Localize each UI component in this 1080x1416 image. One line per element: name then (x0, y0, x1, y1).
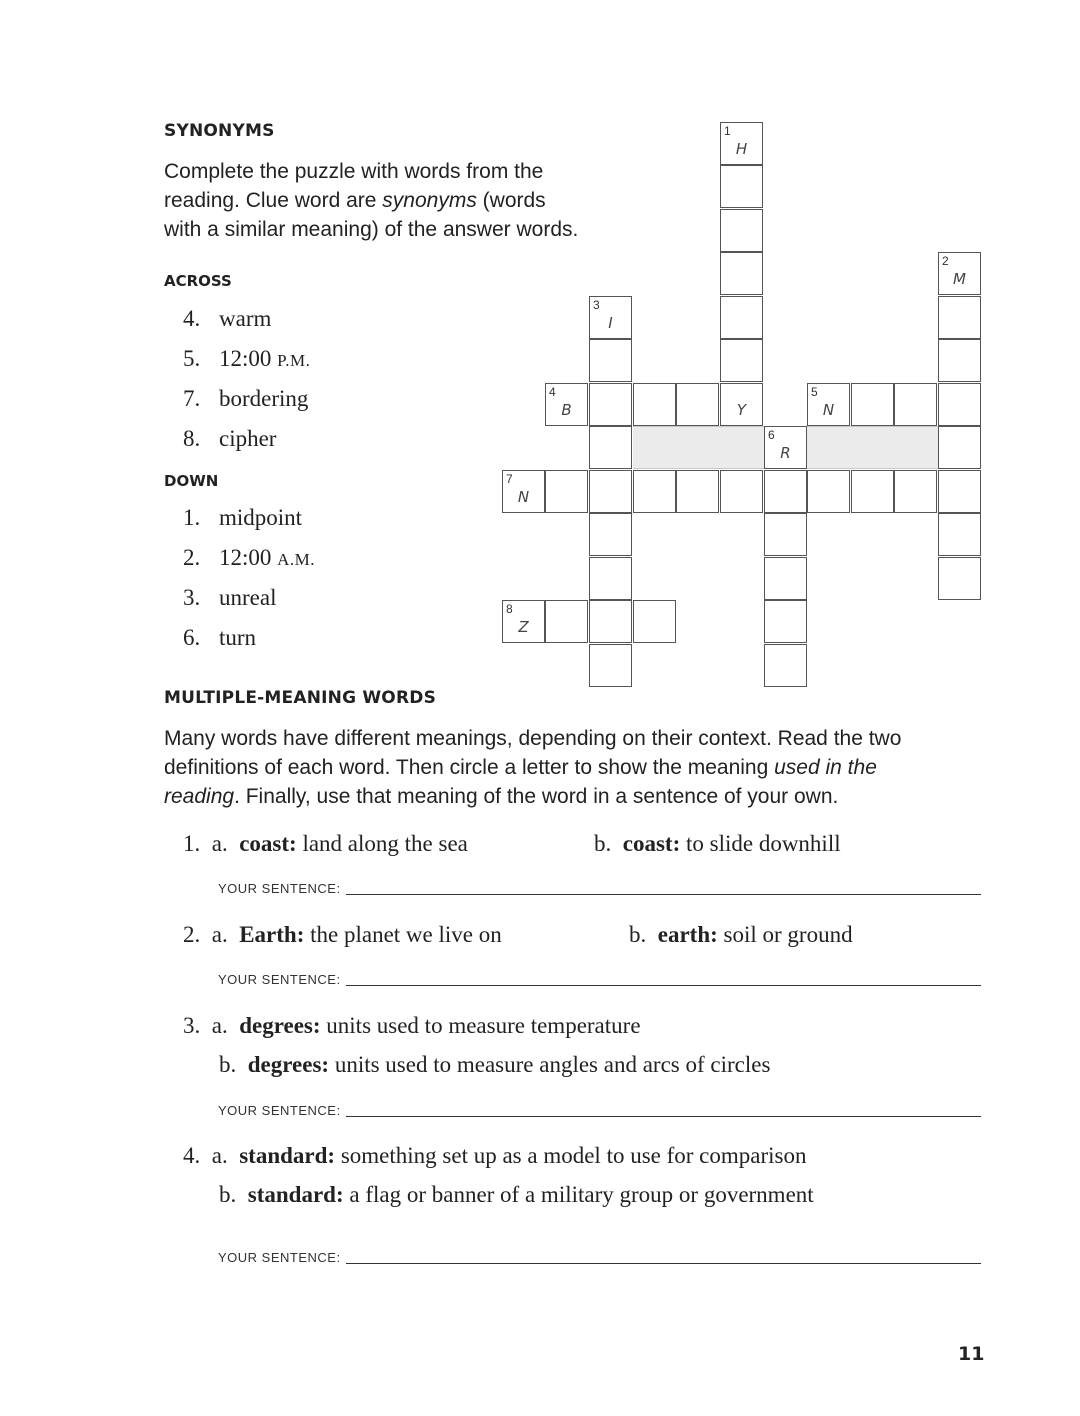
crossword-cell[interactable] (633, 383, 676, 426)
down-clue-1: 1. midpoint (183, 505, 303, 530)
crossword-cell[interactable]: 6 R (764, 426, 807, 469)
crossword-cell[interactable]: Y (720, 383, 763, 426)
crossword-cell[interactable] (764, 644, 807, 687)
item-1-option-b[interactable]: b. coast: to slide downhill (594, 831, 841, 856)
crossword-cell[interactable] (676, 470, 719, 513)
crossword-cell[interactable] (938, 557, 981, 600)
down-clue-3: 3. unreal (183, 585, 277, 610)
crossword-cell[interactable] (807, 470, 850, 513)
item-3-option-a[interactable]: 3. a. degrees: units used to measure temperature (183, 1013, 641, 1038)
item-2-option-a[interactable]: 2. a. Earth: the planet we live on (183, 922, 502, 947)
sentence-answer-line[interactable] (346, 1116, 981, 1117)
your-sentence-label: YOUR SENTENCE: (218, 1250, 341, 1265)
crossword-cell[interactable]: 3 I (589, 296, 632, 339)
crossword-cell[interactable] (720, 165, 763, 208)
synonyms-intro-line-2: reading. Clue word are synonyms (words (164, 189, 546, 212)
your-sentence-label: YOUR SENTENCE: (218, 881, 341, 896)
mm-intro-line-1: Many words have different meanings, depending on their context. Read the two (164, 727, 902, 750)
item-4-option-a[interactable]: 4. a. standard: something set up as a model to use for comparison (183, 1143, 807, 1168)
crossword-cell[interactable] (720, 209, 763, 252)
across-clue-7: 7. bordering (183, 386, 309, 411)
crossword-cell[interactable]: 1 H (720, 122, 763, 165)
crossword-cell[interactable]: 4 B (545, 383, 588, 426)
synonyms-heading: SYNONYMS (164, 121, 275, 141)
crossword-cell[interactable] (633, 470, 676, 513)
down-heading: DOWN (164, 472, 219, 490)
across-heading: ACROSS (164, 272, 232, 290)
crossword-cell[interactable] (720, 296, 763, 339)
crossword-cell[interactable] (589, 383, 632, 426)
crossword-cell[interactable] (589, 470, 632, 513)
mm-intro-line-3: reading. Finally, use that meaning of the word in a sentence of your own. (164, 785, 839, 808)
item-1-option-a[interactable]: 1. a. coast: land along the sea (183, 831, 468, 856)
crossword-cell[interactable] (720, 339, 763, 382)
crossword-cell[interactable] (894, 470, 937, 513)
crossword-cell[interactable] (545, 600, 588, 643)
crossword-cell[interactable] (676, 383, 719, 426)
crossword-cell[interactable] (851, 383, 894, 426)
across-clue-4: 4. warm (183, 306, 272, 331)
multiple-meaning-instructions (164, 724, 924, 811)
crossword-cell[interactable] (633, 600, 676, 643)
crossword-cell[interactable] (938, 339, 981, 382)
crossword-cell[interactable] (851, 470, 894, 513)
crossword-cell[interactable]: 2 M (938, 252, 981, 295)
synonyms-intro-line-3: with a similar meaning) of the answer words. (164, 218, 579, 241)
crossword-cell[interactable] (764, 513, 807, 556)
crossword-cell[interactable] (589, 339, 632, 382)
crossword-cell[interactable] (894, 383, 937, 426)
sentence-answer-line[interactable] (346, 1263, 981, 1264)
crossword-cell[interactable] (589, 513, 632, 556)
sentence-answer-line[interactable] (346, 985, 981, 986)
page-number: 11 (958, 1343, 985, 1365)
crossword-cell[interactable] (545, 470, 588, 513)
shaded-block (807, 426, 938, 469)
crossword-cell[interactable] (938, 470, 981, 513)
crossword-cell[interactable] (764, 600, 807, 643)
crossword-cell[interactable] (720, 470, 763, 513)
crossword-cell[interactable] (938, 426, 981, 469)
crossword-cell[interactable] (938, 296, 981, 339)
crossword-cell[interactable] (589, 600, 632, 643)
item-3-option-b[interactable]: b. degrees: units used to measure angles and arcs of circles (219, 1052, 771, 1077)
crossword-grid (0, 0, 1080, 700)
crossword-cell[interactable] (938, 383, 981, 426)
multiple-meaning-heading: MULTIPLE-MEANING WORDS (164, 688, 437, 708)
sentence-answer-line[interactable] (346, 894, 981, 895)
item-2-option-b[interactable]: b. earth: soil or ground (629, 922, 853, 947)
item-4-option-b[interactable]: b. standard: a flag or banner of a military group or government (219, 1182, 814, 1207)
crossword-cell[interactable] (764, 557, 807, 600)
across-clue-5: 5. 12:00 P.M. (183, 346, 311, 371)
shaded-block (633, 426, 764, 469)
crossword-cell[interactable] (938, 513, 981, 556)
mm-intro-line-2: definitions of each word. Then circle a letter to show the meaning used in the (164, 756, 877, 779)
down-clue-6: 6. turn (183, 625, 257, 650)
crossword-cell[interactable] (589, 426, 632, 469)
crossword-cell[interactable] (764, 470, 807, 513)
crossword-cell[interactable]: 7 N (502, 470, 545, 513)
crossword-cell[interactable] (589, 644, 632, 687)
crossword-cell[interactable]: 8 Z (502, 600, 545, 643)
your-sentence-label: YOUR SENTENCE: (218, 972, 341, 987)
crossword-cell[interactable] (720, 252, 763, 295)
across-clue-8: 8. cipher (183, 426, 277, 451)
crossword-cell[interactable]: 5 N (807, 383, 850, 426)
your-sentence-label: YOUR SENTENCE: (218, 1103, 341, 1118)
synonyms-intro-line-1: Complete the puzzle with words from the (164, 160, 544, 183)
down-clue-2: 2. 12:00 A.M. (183, 545, 316, 570)
crossword-cell[interactable] (589, 557, 632, 600)
